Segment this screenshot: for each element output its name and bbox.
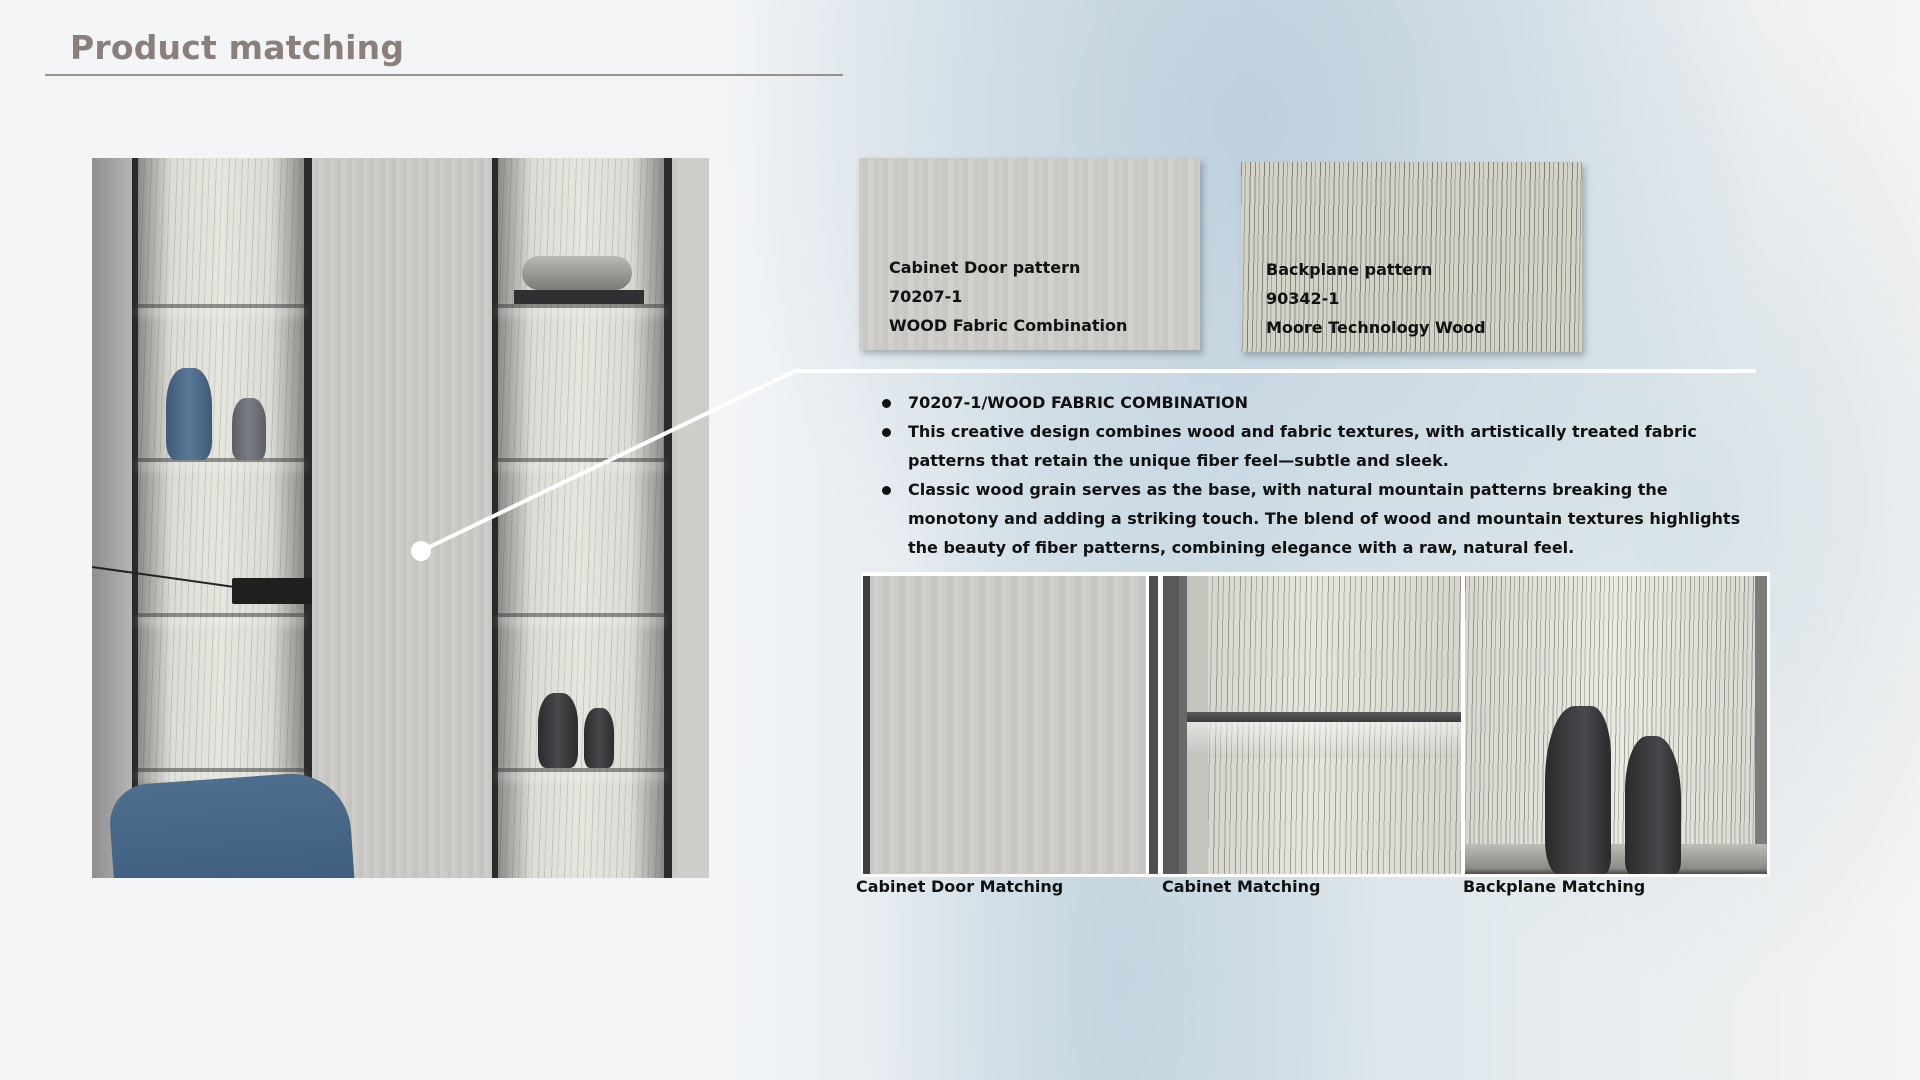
main-product-photo (92, 158, 709, 878)
bullet-icon (882, 486, 891, 495)
swatch-code: 90342-1 (1266, 289, 1340, 308)
lamp-head (232, 578, 312, 604)
swatch-title: Cabinet Door pattern (889, 258, 1081, 277)
glass-shelf (138, 768, 304, 772)
shelf-glow (1187, 722, 1461, 758)
photo-wall-right (677, 158, 709, 878)
dark-vase (1625, 736, 1681, 874)
description-bullet (880, 475, 1760, 562)
thumbnail-label: Backplane Matching (1463, 877, 1646, 896)
gray-vase (232, 398, 266, 460)
shelf-bar (1187, 712, 1461, 722)
description-bullet (880, 388, 1760, 417)
cabinet-door-panel (312, 158, 492, 878)
bullet-text: Classic wood grain serves as the base, with natural mountain patterns breaking the monotony and adding a striking touch. The blend of wood and mountain textures highlights the beauty of fiber patterns, combining elegance with a raw, natural feel. (908, 480, 1741, 557)
description-bullet (880, 417, 1760, 475)
book-object (514, 290, 644, 304)
title-underline (45, 74, 843, 76)
glass-shelf (498, 768, 664, 772)
description-list (880, 388, 1760, 562)
cabinet-matching-image (1163, 576, 1461, 874)
swatch-caption (889, 253, 1127, 340)
swatch-caption (1266, 255, 1486, 342)
glass-shelf (138, 613, 304, 617)
page-title: Product matching (70, 28, 405, 67)
photo-wall-left (92, 158, 132, 878)
shelf-floor (1465, 844, 1767, 874)
swatch-code: 70207-1 (889, 287, 963, 306)
dark-vase (1545, 706, 1611, 874)
backplane-swatch (1241, 162, 1582, 352)
swatch-material: Moore Technology Wood (1266, 318, 1486, 337)
display-cabinet-left (132, 158, 312, 878)
thumbnail-label: Cabinet Matching (1162, 877, 1321, 896)
swatch-title: Backplane pattern (1266, 260, 1433, 279)
dark-vase (538, 693, 578, 768)
dark-vase (584, 708, 614, 768)
cabinet-door-swatch (859, 158, 1200, 350)
glass-shelf (138, 458, 304, 462)
product-description (880, 388, 1760, 562)
thumbnail-label: Cabinet Door Matching (856, 877, 1064, 896)
glass-shelf (498, 458, 664, 462)
cabinet-door-matching-image (863, 576, 1158, 874)
glass-shelf (498, 304, 664, 308)
bullet-icon (882, 399, 891, 408)
bullet-text: 70207-1/WOOD FABRIC COMBINATION (908, 393, 1249, 412)
display-cabinet-right (492, 158, 672, 878)
bullet-icon (882, 428, 891, 437)
ring-sculpture (522, 256, 632, 290)
glass-shelf (138, 304, 304, 308)
swatch-material: WOOD Fabric Combination (889, 316, 1128, 335)
blue-armchair (107, 770, 356, 878)
matching-thumbnails (861, 572, 1770, 877)
bullet-text: This creative design combines wood and fabric textures, with artistically treated fabric patterns that retain the unique fiber feel—subtle and sleek. (908, 422, 1697, 470)
glass-shelf (498, 613, 664, 617)
blue-vase (166, 368, 212, 460)
backplane-matching-image (1465, 576, 1767, 874)
